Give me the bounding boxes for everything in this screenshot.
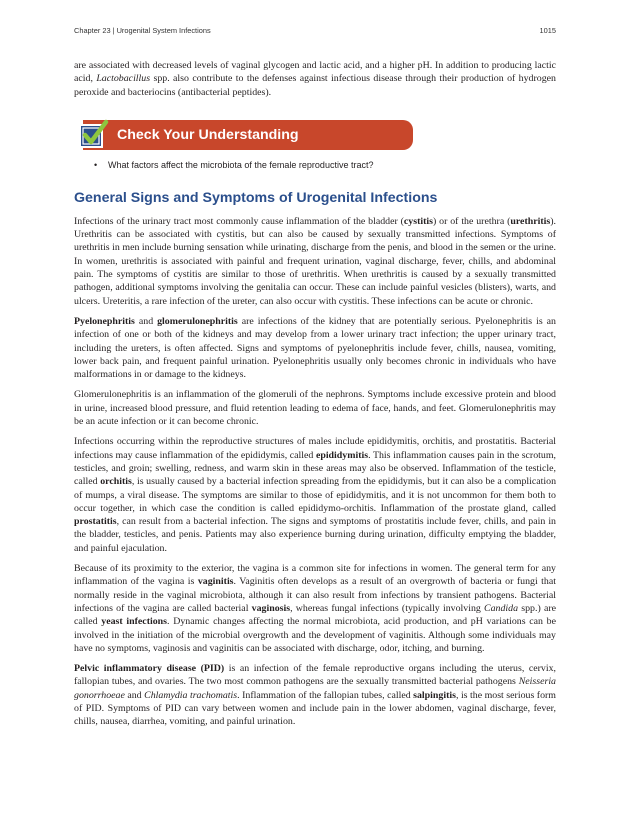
running-header: [74, 26, 556, 35]
check-question: • What factors affect the microbiota of the female reproductive tract?: [94, 160, 556, 170]
paragraph-kidney-infections: Pyelonephritis and glomerulonephritis are infections of the kidney that are potentially serious. Pyelonephritis is an infection of one or both of the kidneys and may develop from a lower urinary tract infection; the upper urinary tract, including the ureters, is often affected. Signs and symptoms of pyelonephritis include fever, chills, nausea, vomiting, lower back pain, and frequent painful urination. Pyelonephritis usually only becomes chronic in individuals who have malformations in or damage to the kidneys.: [74, 315, 556, 381]
page-number: 1015: [539, 26, 556, 35]
paragraph-cystitis-urethritis: Infections of the urinary tract most commonly cause inflammation of the bladder (cystitis) or of the urethra (urethritis). Urethritis can be associated with cystitis, but can also be caused by sexually transmitted infections. Symptoms of urethritis in men include burning sensation while urinating, discharge from the penis, and blood in the semen or the urine. In women, urethritis is associated with painful and frequent urination, vaginal discharge, fever, chills, and abdominal pain. The symptoms of cystitis are similar to those of urethritis. When urethritis is caused by a sexually transmitted pathogen, additional symptoms involving the genitalia can occur. These can include painful vesicles (blisters), warts, and ulcers. Ureteritis, a rare infection of the ureter, can also occur with cystitis. These infections can be acute or chronic.: [74, 215, 556, 307]
taxon-name: Lactobacillus: [96, 73, 151, 85]
term-glomerulonephritis: glomerulonephritis: [157, 315, 238, 327]
term-pyelonephritis: Pyelonephritis: [74, 315, 135, 327]
check-your-understanding-banner: [77, 116, 556, 154]
term-yeast-infections: yeast infections: [101, 616, 167, 628]
check-questions-list: [74, 160, 556, 170]
taxon-name: Candida: [484, 602, 519, 614]
paragraph-male-reproductive: Infections occurring within the reproductive structures of males include epididymitis, orchitis, and prostatitis. Bacterial infections may cause inflammation of the epididymis, called epididymitis. This inflammation causes pain in the scrotum, testicles, and groin; swelling, redness, and warm skin in these areas may also be observed. Inflammation of the testicle, called orchitis, is usually caused by a bacterial infection spreading from the epididymis, but it can also be a complication of mumps, a viral disease. The symptoms are similar to those of epididymitis, and it is not uncommon for them both to occur together, in which case the condition is called epididymo-orchitis. Inflammation of the prostate gland, called prostatitis, can result from a bacterial infection. The signs and symptoms of prostatitis include fever, chills, and pain in the bladder, testicles, and penis. Patients may also experience burning during urination, difficulty emptying the bladder, and painful ejaculation.: [74, 436, 557, 554]
term-pid: Pelvic inflammatory disease (PID): [74, 663, 225, 675]
checkbox-check-icon: [77, 119, 109, 151]
section-heading: General Signs and Symptoms of Urogenital Infections: [74, 189, 438, 206]
paragraph-pid: Pelvic inflammatory disease (PID) is an infection of the female reproductive organs including the uterus, cervix, fallopian tubes, and ovaries. The two most common pathogens are the sexually transmitted bacterial pathogens Neisseria gonorrhoeae and Chlamydia trachomatis. Inflammation of the fallopian tubes, called salpingitis, is the most serious form of PID. Symptoms of PID can vary between women and include pain in the lower abdomen, vaginal discharge, fever, chills, nausea, diarrhea, vomiting, and painful urination.: [74, 663, 556, 728]
taxon-name: Neisseria gonorrhoeae: [74, 676, 556, 701]
paragraph-vaginitis: Because of its proximity to the exterior, the vagina is a common site for infections in women. The general term for any inflammation of the vagina is vaginitis. Vaginitis often develops as a result of an overgrowth of bacteria or fungi that normally reside in the vaginal microbiota, although it can also result from infections by transient pathogens. Bacterial infections of the vagina are called bacterial vaginosis, whereas fungal infections (typically involving Candida spp.) are called yeast infections. Dynamic changes affecting the normal microbiota, acid production, and pH variations can be involved in the initiation of the microbial overgrowth and the development of vaginitis. Although some individuals may have no symptoms, vaginosis and vaginitis can be associated with discharge, odor, itching, and burning.: [74, 563, 557, 654]
banner-title: Check Your Understanding: [117, 126, 299, 143]
term-orchitis: orchitis: [100, 476, 132, 488]
term-cystitis: cystitis: [403, 215, 433, 227]
term-vaginitis: vaginitis: [197, 576, 234, 588]
taxon-name: Chlamydia trachomatis: [144, 689, 238, 701]
term-prostatitis: prostatitis: [74, 516, 117, 528]
intro-paragraph: are associated with decreased levels of vaginal glycogen and lactic acid, and a higher pH. In addition to producing lactic acid, Lactobacillus spp. also contribute to the defenses against infectious disease through their production of hydrogen peroxide and bacteriocins (antibacterial peptides).: [74, 60, 556, 98]
term-epididymitis: epididymitis: [315, 449, 369, 461]
chapter-title: Chapter 23 | Urogenital System Infections: [74, 26, 211, 35]
page-content: [74, 59, 556, 736]
term-urethritis: urethritis: [510, 215, 551, 227]
term-vaginosis: vaginosis: [251, 602, 291, 614]
paragraph-glomerulonephritis: Glomerulonephritis is an inflammation of the glomeruli of the nephrons. Symptoms include excessive protein and blood in urine, increased blood pressure, and fluid retention leading to edema of face, hands, and feet. Glomerulonephritis may be an acute infection or it can become chronic.: [74, 389, 556, 428]
term-salpingitis: salpingitis: [413, 689, 456, 701]
